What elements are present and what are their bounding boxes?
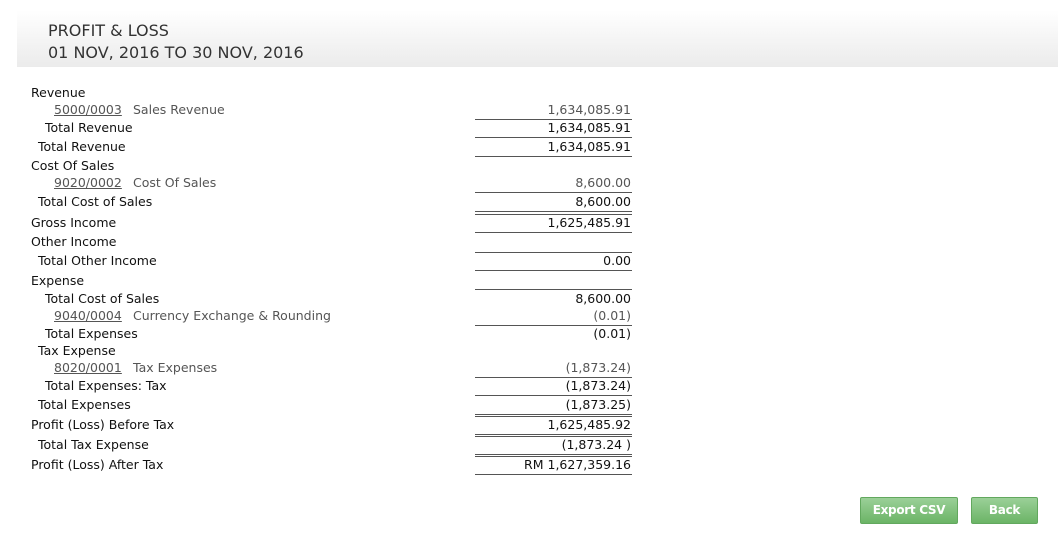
divider: [475, 414, 632, 415]
divider: [475, 211, 632, 212]
cost-of-sales-heading: Cost Of Sales: [31, 158, 115, 173]
gross-income-row: [0, 214, 1063, 232]
subtotal-amount: (0.01): [593, 326, 631, 341]
expense-heading-row: [0, 272, 1063, 290]
subtotal-label: Total Expenses: Tax: [45, 378, 167, 393]
divider: [475, 270, 632, 271]
back-button[interactable]: Back: [971, 497, 1038, 524]
profit-before-tax-amount: 1,625,485.92: [547, 417, 631, 432]
subtotal-label: Total Expenses: [45, 326, 138, 341]
divider: [475, 434, 632, 435]
account-name: Tax Expenses: [133, 360, 218, 375]
account-amount: 8,600.00: [575, 175, 631, 190]
account-link-9020-0002[interactable]: 9020/0002: [54, 175, 122, 190]
subtotal-amount: 1,634,085.91: [547, 120, 631, 135]
account-amount: (0.01): [593, 308, 631, 323]
divider: [475, 474, 632, 475]
total-label: Total Revenue: [38, 139, 126, 154]
account-amount: 1,634,085.91: [547, 102, 631, 117]
tax-expense-heading-row: [0, 342, 1063, 360]
total-amount: 0.00: [603, 253, 631, 268]
total-label: Total Expenses: [38, 397, 131, 412]
divider: [475, 454, 632, 455]
subtotal-label: Total Revenue: [45, 120, 133, 135]
total-label: Total Tax Expense: [38, 437, 149, 452]
profit-before-tax-label: Profit (Loss) Before Tax: [31, 417, 175, 432]
total-row-other-income: [0, 252, 1063, 270]
profit-after-tax-amount: RM 1,627,359.16: [524, 457, 631, 472]
total-row-expenses: [0, 396, 1063, 414]
subtotal-amount: 8,600.00: [575, 291, 631, 306]
subtotal-row-revenue: [0, 119, 1063, 137]
account-row-currency-exchange: [0, 307, 1063, 325]
account-link-5000-0003[interactable]: 5000/0003: [54, 102, 122, 117]
total-row-revenue: [0, 138, 1063, 156]
profit-before-tax-row: [0, 416, 1063, 434]
subtotal-row-expenses: [0, 325, 1063, 343]
export-csv-button[interactable]: Export CSV: [860, 497, 958, 524]
total-label: Total Cost of Sales: [38, 194, 153, 209]
account-amount: (1,873.24): [565, 360, 631, 375]
other-income-heading-row: [0, 233, 1063, 251]
account-name: Sales Revenue: [133, 102, 225, 117]
account-row-tax-expenses: [0, 359, 1063, 377]
account-row-cost-of-sales: [0, 174, 1063, 192]
expense-heading: Expense: [31, 273, 85, 288]
revenue-heading-row: [0, 84, 1063, 102]
total-row-cost-of-sales: [0, 193, 1063, 211]
account-name: Currency Exchange & Rounding: [133, 308, 331, 323]
subtotal-label: Total Cost of Sales: [45, 291, 160, 306]
account-row-sales-revenue: [0, 101, 1063, 119]
total-amount: 1,634,085.91: [547, 139, 631, 154]
total-amount: (1,873.25): [565, 397, 631, 412]
cost-of-sales-heading-row: [0, 157, 1063, 175]
tax-expense-heading: Tax Expense: [38, 343, 116, 358]
subtotal-amount: (1,873.24): [565, 378, 631, 393]
report-title: PROFIT & LOSS: [48, 21, 169, 40]
subtotal-row-expenses-tax: [0, 377, 1063, 395]
account-link-9040-0004[interactable]: 9040/0004: [54, 308, 122, 323]
total-amount: 8,600.00: [575, 194, 631, 209]
profit-after-tax-label: Profit (Loss) After Tax: [31, 457, 164, 472]
profit-after-tax-row: [0, 456, 1063, 474]
revenue-heading: Revenue: [31, 85, 86, 100]
account-name: Cost Of Sales: [133, 175, 217, 190]
expense-cost-of-sales-row: [0, 290, 1063, 308]
gross-income-amount: 1,625,485.91: [547, 215, 631, 230]
account-link-8020-0001[interactable]: 8020/0001: [54, 360, 122, 375]
report-period: 01 NOV, 2016 TO 30 NOV, 2016: [48, 43, 304, 62]
total-row-tax-expense: [0, 436, 1063, 454]
total-label: Total Other Income: [38, 253, 157, 268]
gross-income-label: Gross Income: [31, 215, 117, 230]
total-amount: (1,873.24 ): [561, 437, 631, 452]
other-income-heading: Other Income: [31, 234, 117, 249]
